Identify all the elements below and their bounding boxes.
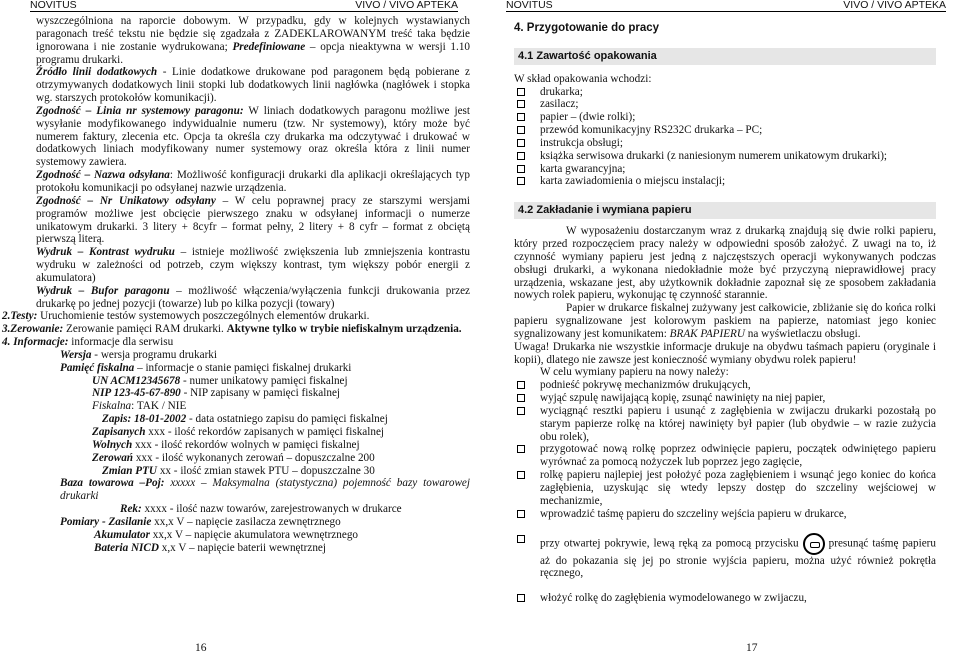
paragraph-sent-name: Zgodność – Nazwa odsyłana: Możliwość konfiguracji drukarki dla aplikacji określających typ protokołu komunikacji po odsyłanej nazwie urządzenia. (36, 169, 470, 194)
checkbox-bullet-icon (517, 381, 525, 389)
header-left: NOVITUS (506, 0, 553, 11)
right-page (480, 0, 960, 660)
list-item: drukarka; (514, 86, 936, 99)
list-item: karta zawiadomienia o miejscu instalacji; (514, 175, 936, 188)
checkbox-bullet-icon (517, 407, 525, 415)
checkbox-bullet-icon (517, 126, 525, 134)
list-item: wyjąć szpulę nawijającą kopię, zsunąć nawinięty na niej papier, (514, 392, 936, 405)
page-number-right: 17 (746, 642, 758, 654)
checkbox-bullet-icon (517, 471, 525, 479)
paper-paragraph-2: Papier w drukarce fiskalnej zużywany jest całkowicie, zbliżanie się do końca rolki papieru sygnalizowane jest kolorowym paskiem na papierze, natomiast jego koniec sygnalizowany jest komunikatem: BRAK PAPIERU na wyświetlaczu obsługi. (514, 302, 936, 340)
checkbox-bullet-icon (517, 394, 525, 402)
paragraph-unique-number: Zgodność – Nr Unikatowy odsyłany – W celu poprawnej pracy ze starszymi wersjami programów możliwe jest obcięcie pierwszego znaku w odsyłanej informacji o numerze unikatowym drukarki. 3 litery + 8cyfr – format pełny, 2 litery + 8 cyfr – format z obciętą pierwszą literą. (36, 194, 471, 246)
section-heading-4-1: 4.1 Zawartość opakowania (514, 48, 936, 65)
list-item: instrukcja obsługi; (514, 137, 936, 150)
list-item: książka serwisowa drukarki (z naniesionym numerem unikatowym drukarki); (514, 150, 936, 163)
info-line-version: Wersja - wersja programu drukarki (60, 348, 218, 361)
list-item: przygotować nową rolkę poprzez odwinięcie papieru, początek odwiniętego papieru wyrównać za pomocą nożyczek lub poprzez jego zagięcie, (514, 443, 936, 469)
header-right: VIVO / VIVO APTEKA (355, 0, 458, 11)
info-line-saved: Zapisanych xxx - ilość rekordów zapisanych w pamięci fiskalnej (92, 426, 385, 438)
right-text-body (514, 15, 936, 605)
info-line-unique: UN ACM12345678 - numer unikatowy pamięci fiskalnej (92, 374, 348, 387)
package-contents-list (514, 86, 936, 189)
info-list (36, 349, 470, 555)
steps-list (514, 379, 936, 605)
paragraph-system-number: Zgodność – Linia nr systemowy paragonu: W liniach dodatkowych paragonu możliwe jest wysyłanie modyfikowanego indywidualnie numeru (tzw. Nr systemowy), który może być numerem faktury, zlecenia etc. Opcja ta określa czy drukarka ma odczytywać i drukować w dodatkowych liniach modyfikowany numer systemowy oraz określa która z linii numer systemowy zawiera. (36, 104, 471, 169)
list-item: rolkę papieru najlepiej jest położyć poza zagłębieniem i wsunąć jego koniec do końca zagłębienia, uzyskując się wtedy lepszy dostęp do szczeliny wejściowej w mechanizmie, (514, 469, 936, 508)
paper-paragraph-1: W wyposażeniu dostarczanym wraz z drukarką znajdują się dwie rolki papieru, który przed rozpoczęciem pracy należy w odpowiedni sposób założyć. Z uwagi na to, iż czynność wymiany papieru jest jedną z najczęstszych operacji wykonywanych podczas obsługi drukarki, a wykonana niedokładnie może być przyczyną nieprawidłowej pracy urządzenia, wskazane jest, aby użytkownik dokładnie zapoznał się ze sposobem zakładania nowych rolek papieru, wykonując tę czynność starannie. (514, 225, 936, 302)
info-line-resets: Zerowań xxx - ilość wykonanych zerowań – dopuszczalne 200 (92, 451, 375, 464)
running-header (506, 0, 946, 12)
paragraph-continuation: wyszczególniona na raporcie dobowym. W przypadku, gdy w kolejnych wystawianych paragonach treść tekstu nie będzie się zgadzała z ZADEKLAROWANYM treść taka będzie ignorowana i nie zostanie wydrukowana; Predefiniowane – opcja nieaktywna w wersji 1.10 programu drukarki. (36, 15, 471, 66)
info-line-records: Rek: xxxx - ilość nazw towarów, zarejestrowanych w drukarce (120, 503, 402, 516)
list-item: włożyć rolkę do zagłębienia wymodelowanego w zwijaczu, (514, 592, 936, 605)
info-line-fiscal: Fiskalna: TAK / NIE (92, 400, 187, 413)
checkbox-bullet-icon (517, 100, 525, 108)
checkbox-bullet-icon (517, 139, 525, 147)
list-item: karta gwarancyjna; (514, 163, 936, 176)
section-info: 4. Informacje: informacje dla serwisu (2, 336, 174, 349)
info-line-fiscal-memory: Pamięć fiskalna – informacje o stanie pamięci fiskalnej drukarki (60, 361, 352, 374)
paragraph-contrast: Wydruk – Kontrast wydruku – istnieje możliwość zwiększenia lub zmniejszenia kontrastu wydruku w zależności od potrzeb, czym większy kontrast, tym większy pobór energii z akumulatora) (36, 246, 470, 284)
checkbox-bullet-icon (517, 510, 525, 518)
paper-warning: Uwaga! Drukarka nie wszystkie informacje drukuje na obydwu taśmach papieru (oryginale i kopii), dlatego nie zawsze jest konieczność wymiany obydwu rolek papieru! (514, 340, 936, 366)
checkbox-bullet-icon (517, 177, 525, 185)
info-line-battery: Akumulator xx,x V – napięcie akumulatora wewnętrznego (94, 528, 359, 541)
list-item: wprowadzić taśmę papieru do szczeliny wejścia papieru w drukarce, (514, 508, 936, 521)
checkbox-bullet-icon (517, 445, 525, 453)
info-line-record: Zapis: 18-01-2002 - data ostatniego zapisu do pamięci fiskalnej (102, 413, 388, 426)
section-heading-4-2: 4.2 Zakładanie i wymiana papieru (514, 202, 936, 219)
package-intro: W skład opakowania wchodzi: (514, 72, 652, 85)
info-line-power: Pomiary - Zasilanie xx,x V – napięcie zasilacza zewnętrznego (60, 515, 341, 528)
checkbox-bullet-icon (517, 152, 525, 160)
running-header (30, 0, 458, 12)
info-line-free: Wolnych xxx - ilość rekordów wolnych w pamięci fiskalnej (92, 438, 360, 451)
header-right: VIVO / VIVO APTEKA (843, 0, 946, 11)
paper-feed-button-icon (803, 533, 825, 555)
info-line-database: Baza towarowa –Poj: xxxxx – Maksymalna (statystyczna) pojemność bazy towarowej drukarki (60, 477, 470, 503)
header-left: NOVITUS (30, 0, 77, 11)
checkbox-bullet-icon (517, 88, 525, 96)
paragraph-source-lines: Źródło linii dodatkowych - Linie dodatkowe drukowane pod paragonem będą pobierane z otrzymywanych dodatkowych linii stopki lub dodatkowych linii nagłówka (nagłówek i stopka wg. starszych protokołów komunikacji). (36, 66, 470, 105)
section-reset: 3.Zerowanie: Zerowanie pamięci RAM drukarki. Aktywne tylko w trybie niefiskalnym urządzenia. (2, 323, 462, 336)
steps-intro: W celu wymiany papieru na nowy należy: (540, 366, 729, 379)
checkbox-bullet-icon (517, 594, 525, 602)
info-line-vat-changes: Zmian PTU xx - ilość zmian stawek PTU – dopuszczalne 30 (102, 464, 375, 477)
page-number-left: 16 (195, 642, 207, 654)
section-tests: 2.Testy: Uruchomienie testów systemowych poszczególnych elementów drukarki. (2, 310, 370, 323)
list-item: papier – (dwie rolki); (514, 111, 936, 124)
list-item: zasilacz; (514, 98, 936, 111)
info-line-nicd: Bateria NICD x,x V – napięcie baterii wewnętrznej (94, 541, 326, 554)
checkbox-bullet-icon (517, 535, 525, 543)
left-text-body (2, 15, 471, 554)
section-heading-4: 4. Przygotowanie do pracy (514, 22, 660, 34)
list-item: przy otwartej pokrywie, lewą ręką za pomocą przycisku presunąć taśmę papieru aż do pokazania się jej po stronie wyjścia papieru, można użyć również pokrętła ręcznego, (514, 533, 936, 581)
list-item: przewód komunikacyjny RS232C drukarka – PC; (514, 124, 936, 137)
list-item: podnieść pokrywę mechanizmów drukujących, (514, 379, 936, 392)
checkbox-bullet-icon (517, 113, 525, 121)
list-item: wyciągnąć resztki papieru i usunąć z zagłębienia w zwijaczu drukarki pozostałą po starym papierze rolkę na której nawinięty był papier (lub obydwie – w razie zużycia obu rolek), (514, 405, 936, 444)
info-line-nip: NIP 123-45-67-890 - NIP zapisany w pamięci fiskalnej (92, 387, 341, 400)
checkbox-bullet-icon (517, 165, 525, 173)
paragraph-buffer: Wydruk – Bufor paragonu – możliwość włączenia/wyłączenia funkcji drukowania przez drukarkę po jednej pozycji (towarze) lub po kilka pozycji (towary) (36, 284, 471, 310)
